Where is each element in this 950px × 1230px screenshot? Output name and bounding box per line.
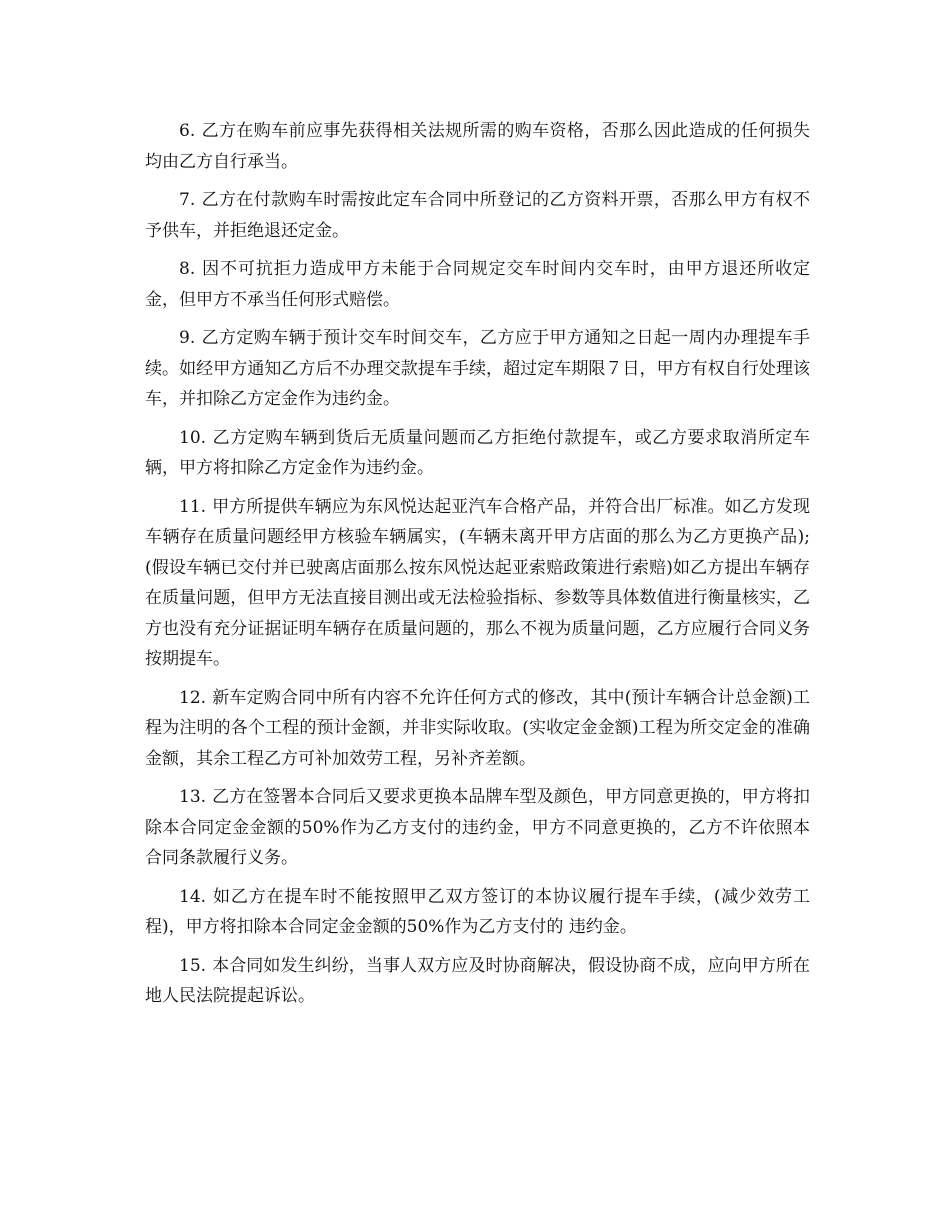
clause-13 (145, 782, 810, 874)
clause-number: 14. (179, 886, 207, 907)
clause-number: 10. (179, 427, 207, 448)
clause-8 (145, 254, 810, 315)
clause-number: 8. (179, 259, 196, 279)
clause-text: 因不可抗拒力造成甲方未能于合同规定交车时间内交车时，由甲方退还所收定金，但甲方不承当任何形式赔偿。 (145, 259, 810, 310)
clause-14 (145, 882, 810, 943)
clause-number: 7. (179, 190, 196, 210)
clause-number: 15. (179, 955, 207, 976)
clause-text: 乙方在购车前应事先获得相关法规所需的购车资格，否那么因此造成的任何损失均由乙方自行承当。 (145, 121, 810, 172)
clause-text: 如乙方在提车时不能按照甲乙双方签订的本协议履行提车手续，(减少效劳工程)，甲方将扣除本合同定金金额的50%作为乙方支付的 违约金。 (145, 886, 810, 937)
clause-text: 新车定购合同中所有内容不允许任何方式的修改，其中(预计车辆合计总金额)工程为注明的各个工程的预计金额，并非实际收取。(实收定金金额)工程为所交定金的准确金额，其余工程乙方可补加效劳工程，另补齐差额。 (145, 687, 810, 769)
clause-15 (145, 951, 810, 1012)
clause-number: 13. (179, 787, 207, 807)
contract-clauses (145, 116, 810, 1020)
clause-text: 甲方所提供车辆应为东风悦达起亚汽车合格产品，并符合出厂标准。如乙方发现车辆存在质量问题经甲方核验车辆属实，(车辆未离开甲方店面的那么为乙方更换产品);(假设车辆已交付并已驶离店面那么按东风悦达起亚索赔政策进行索赔)如乙方提出车辆存在质量问题，但甲方无法直接目测出或无法检验指标、参数等具体数值进行衡量核实，乙方也没有充分证据证明车辆存在质量问题的，那么不视为质量问题，乙方应履行合同义务按期提车。 (145, 496, 810, 669)
clause-12 (145, 683, 810, 775)
clause-text: 乙方在签署本合同后又要求更换本品牌车型及颜色，甲方同意更换的，甲方将扣除本合同定金金额的50%作为乙方支付的违约金，甲方不同意更换的，乙方不许依照本合同条款履行义务。 (145, 787, 810, 868)
clause-11 (145, 492, 810, 675)
clause-9 (145, 323, 810, 415)
clause-number: 6. (179, 121, 196, 141)
clause-number: 12. (179, 687, 207, 708)
clause-6 (145, 116, 810, 177)
clause-text: 乙方定购车辆到货后无质量问题而乙方拒绝付款提车，或乙方要求取消所定车辆，甲方将扣除乙方定金作为违约金。 (145, 427, 810, 478)
clause-text: 乙方定购车辆于预计交车时间交车，乙方应于甲方通知之日起一周内办理提车手续。如经甲方通知乙方后不办理交款提车手续，超过定车期限７日，甲方有权自行处理该车，并扣除乙方定金作为违约金。 (145, 328, 810, 409)
clause-text: 乙方在付款购车时需按此定车合同中所登记的乙方资料开票，否那么甲方有权不予供车，并拒绝退还定金。 (145, 190, 810, 241)
clause-number: 9. (179, 328, 196, 348)
clause-7 (145, 185, 810, 246)
clause-text: 本合同如发生纠纷，当事人双方应及时协商解决，假设协商不成，应向甲方所在地人民法院提起诉讼。 (145, 955, 810, 1006)
clause-number: 11. (179, 496, 207, 517)
clause-10 (145, 423, 810, 484)
